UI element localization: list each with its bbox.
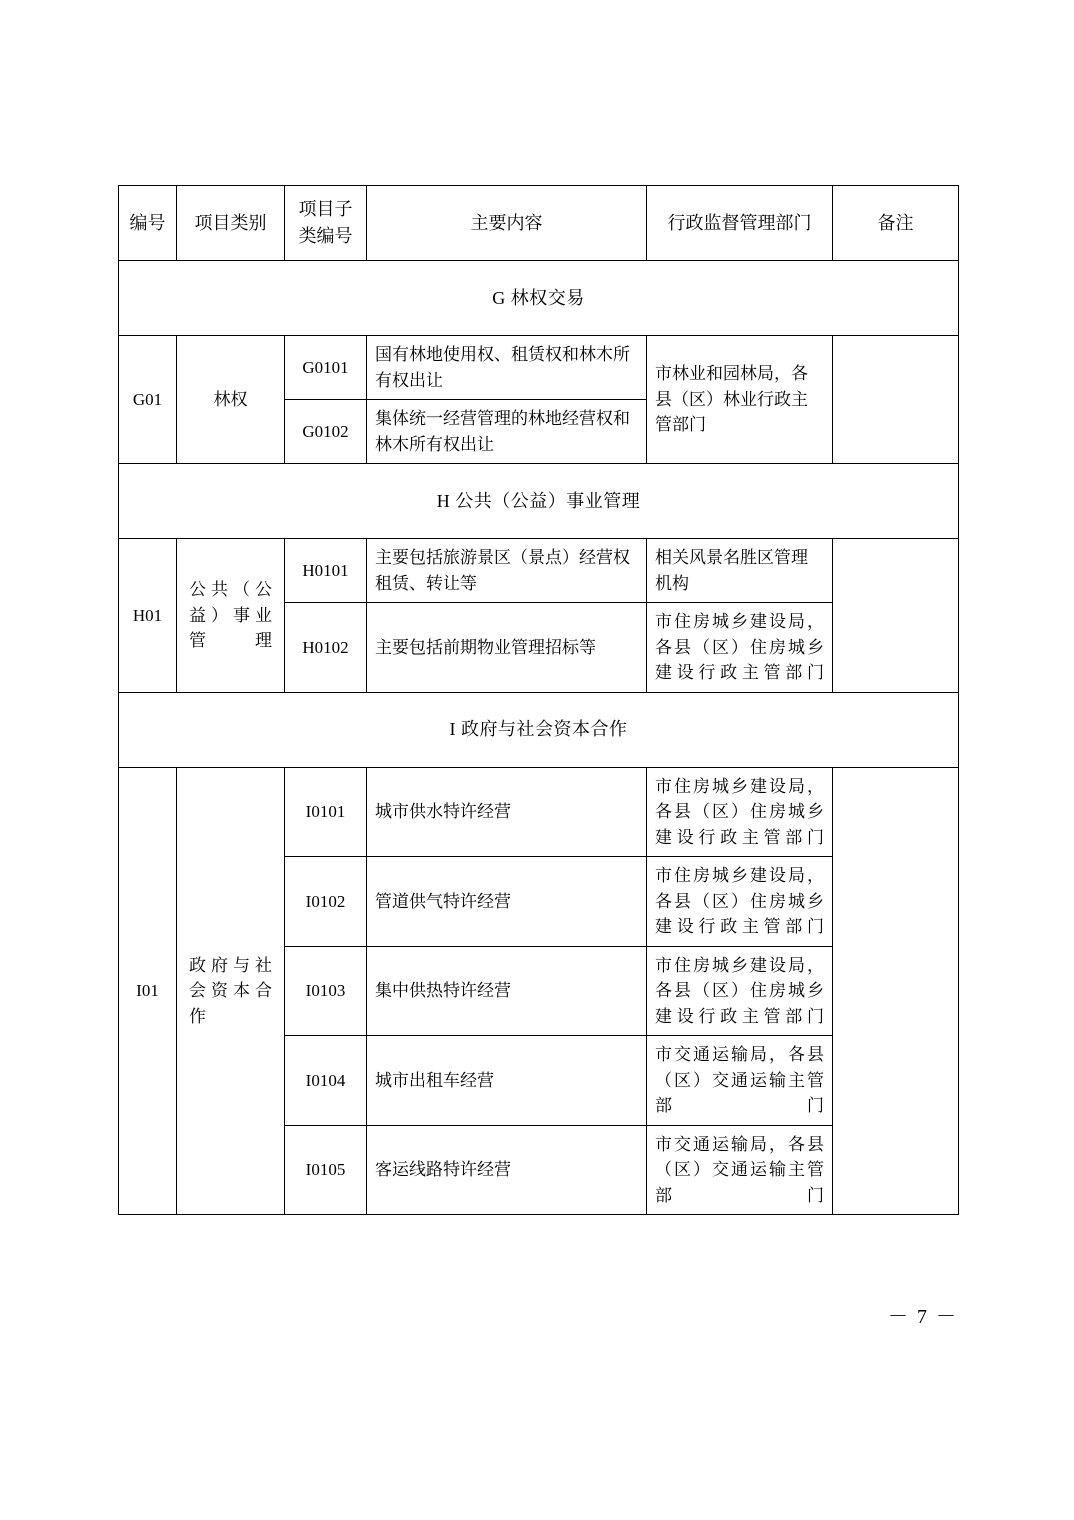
row-category: 公共（公益）事业管理: [177, 539, 285, 693]
row-category: 林权: [177, 336, 285, 464]
row-subcode: I0104: [285, 1036, 367, 1126]
row-remark: [833, 767, 959, 1215]
row-code: H01: [119, 539, 177, 693]
row-subcode: I0105: [285, 1125, 367, 1215]
row-department: 市住房城乡建设局，各县（区）住房城乡建设行政主管部门: [647, 857, 833, 947]
row-department: 市交通运输局，各县（区）交通运输主管部门: [647, 1036, 833, 1126]
section-title-h: H 公共（公益）事业管理: [119, 464, 959, 539]
column-header-category: 项目类别: [177, 186, 285, 261]
row-department: 市住房城乡建设局，各县（区）住房城乡建设行政主管部门: [647, 946, 833, 1036]
page-number: － 7 －: [888, 1306, 958, 1328]
row-subcode: H0102: [285, 603, 367, 693]
row-subcode: G0101: [285, 336, 367, 400]
table-row: [119, 336, 959, 400]
table-header-row: [119, 186, 959, 261]
column-header-subcode: 项目子类编号: [285, 186, 367, 261]
row-content: 主要包括旅游景区（景点）经营权租赁、转让等: [367, 539, 647, 603]
row-content: 管道供气特许经营: [367, 857, 647, 947]
row-content: 国有林地使用权、租赁权和林木所有权出让: [367, 336, 647, 400]
row-subcode: I0103: [285, 946, 367, 1036]
section-title-row: [119, 261, 959, 336]
row-code: G01: [119, 336, 177, 464]
section-title-i: I 政府与社会资本合作: [119, 692, 959, 767]
table-row: [119, 767, 959, 857]
project-catalog-table: [118, 185, 959, 1215]
row-content: 城市供水特许经营: [367, 767, 647, 857]
row-content: 集体统一经营管理的林地经营权和林木所有权出让: [367, 400, 647, 464]
row-department: 市住房城乡建设局，各县（区）住房城乡建设行政主管部门: [647, 767, 833, 857]
row-subcode: I0102: [285, 857, 367, 947]
row-content: 客运线路特许经营: [367, 1125, 647, 1215]
row-content: 主要包括前期物业管理招标等: [367, 603, 647, 693]
row-subcode: I0101: [285, 767, 367, 857]
row-code: I01: [119, 767, 177, 1215]
column-header-remark: 备注: [833, 186, 959, 261]
row-subcode: H0101: [285, 539, 367, 603]
column-header-department: 行政监督管理部门: [647, 186, 833, 261]
row-content: 城市出租车经营: [367, 1036, 647, 1126]
row-remark: [833, 336, 959, 464]
row-remark: [833, 539, 959, 693]
section-title-row: [119, 464, 959, 539]
row-content: 集中供热特许经营: [367, 946, 647, 1036]
row-department: 市交通运输局，各县（区）交通运输主管部门: [647, 1125, 833, 1215]
row-category: 政府与社会资本合作: [177, 767, 285, 1215]
section-title-row: [119, 692, 959, 767]
row-department: 市林业和园林局，各县（区）林业行政主管部门: [647, 336, 833, 464]
row-subcode: G0102: [285, 400, 367, 464]
row-department: 市住房城乡建设局，各县（区）住房城乡建设行政主管部门: [647, 603, 833, 693]
table-row: [119, 539, 959, 603]
column-header-code: 编号: [119, 186, 177, 261]
row-department: 相关风景名胜区管理机构: [647, 539, 833, 603]
section-title-g: G 林权交易: [119, 261, 959, 336]
column-header-content: 主要内容: [367, 186, 647, 261]
